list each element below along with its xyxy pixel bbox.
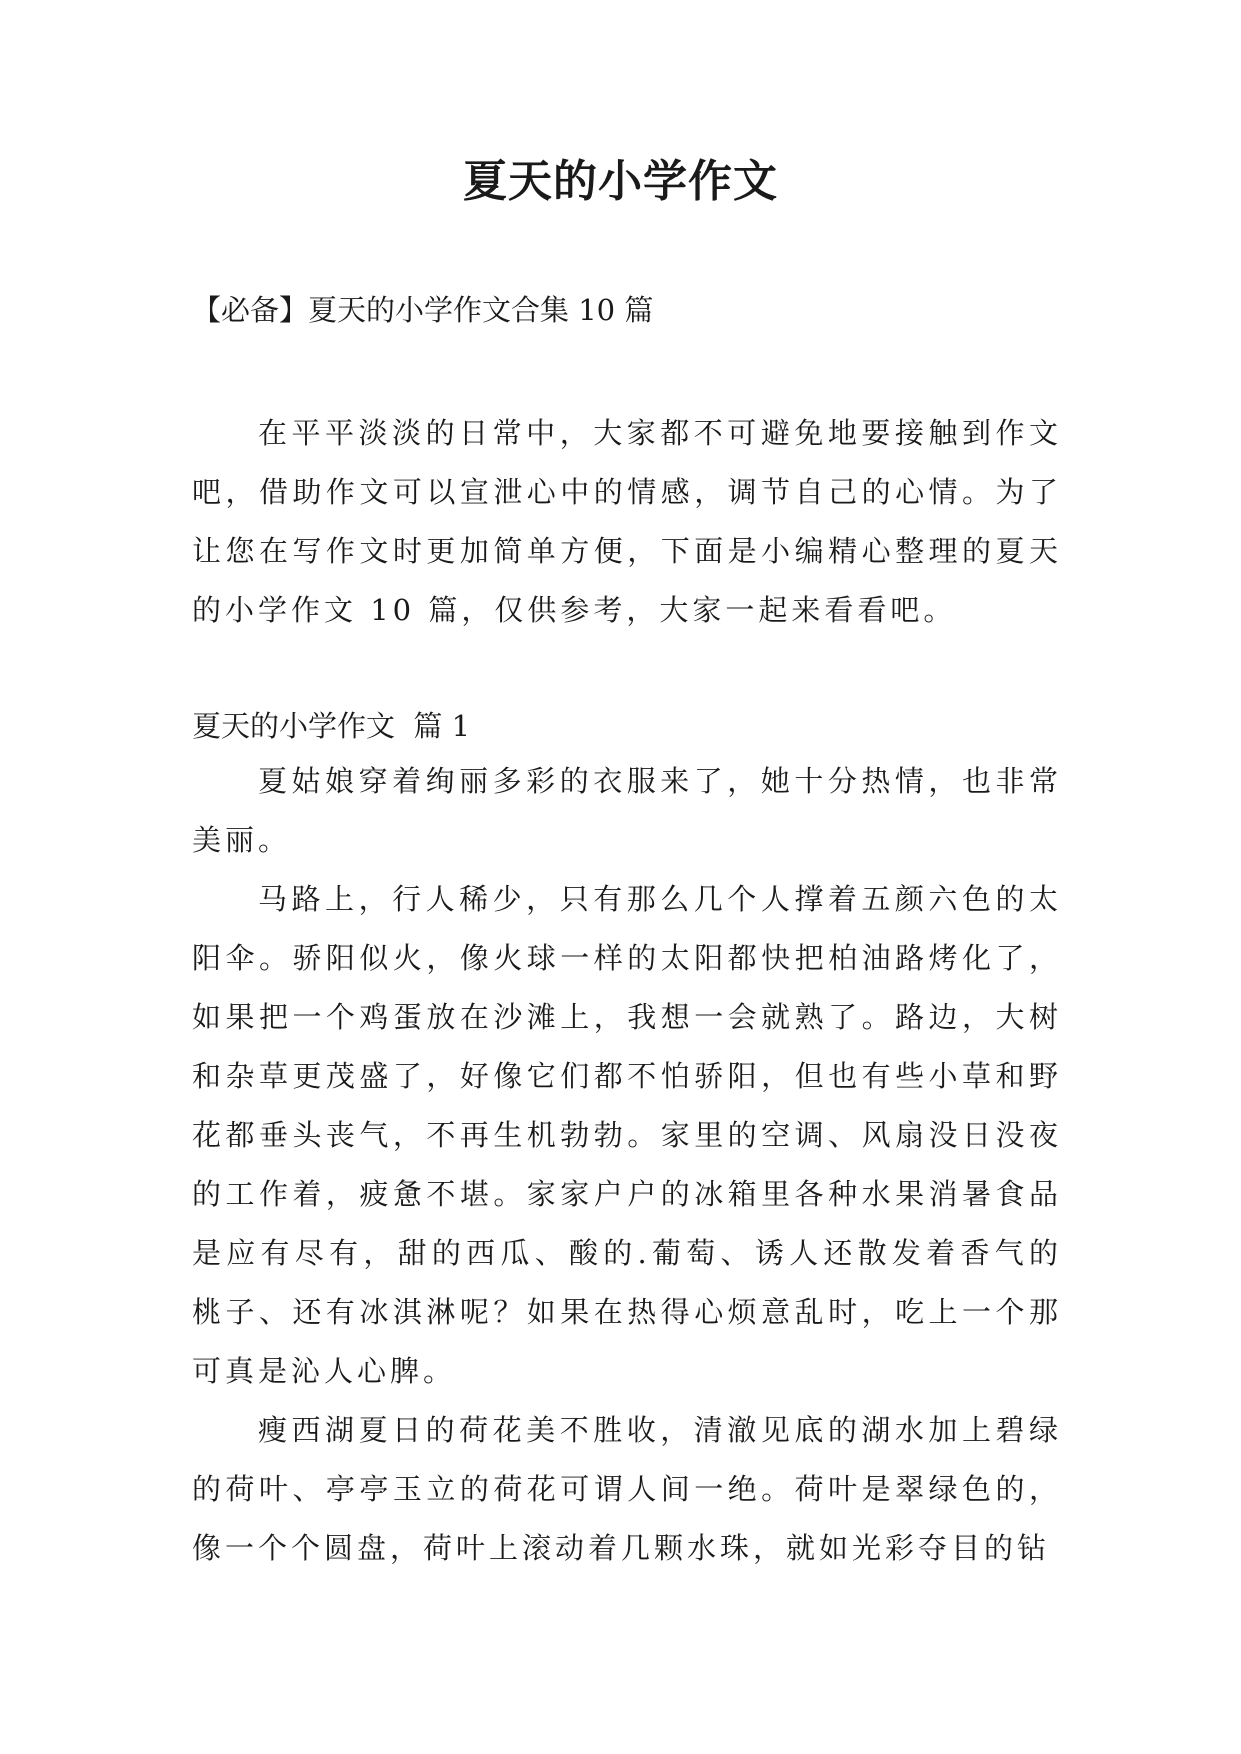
essay-body [192, 752, 1062, 1578]
document-subtitle: 【必备】夏天的小学作文合集 10 篇 [192, 293, 654, 327]
essay-paragraph: 瘦西湖夏日的荷花美不胜收，清澈见底的湖水加上碧绿的荷叶、亭亭玉立的荷花可谓人间一绝。荷叶是翠绿色的，像一个个圆盘，荷叶上滚动着几颗水珠，就如光彩夺目的钻 [192, 1413, 1062, 1565]
document-title: 夏天的小学作文 [463, 156, 778, 207]
intro-paragraph: 在平平淡淡的日常中，大家都不可避免地要接触到作文吧，借助作文可以宣泄心中的情感，调节自己的心情。为了让您在写作文时更加简单方便，下面是小编精心整理的夏天的小学作文 10 篇，仅供参考，大家一起来看看吧。 [192, 416, 1062, 627]
essay-paragraph: 夏姑娘穿着绚丽多彩的衣服来了，她十分热情，也非常美丽。 [192, 764, 1062, 857]
essay-paragraph: 马路上，行人稀少，只有那么几个人撑着五颜六色的太阳伞。骄阳似火，像火球一样的太阳都快把柏油路烤化了，如果把一个鸡蛋放在沙滩上，我想一会就熟了。路边，大树和杂草更茂盛了，好像它们都不怕骄阳，但也有些小草和野花都垂头丧气，不再生机勃勃。家里的空调、风扇没日没夜的工作着，疲惫不堪。家家户户的冰箱里各种水果消暑食品是应有尽有，甜的西瓜、酸的.葡萄、诱人还散发着香气的桃子、还有冰淇淋呢？如果在热得心烦意乱时，吃上一个那可真是沁人心脾。 [192, 882, 1062, 1388]
section-heading: 夏天的小学作文 篇 1 [192, 709, 471, 743]
